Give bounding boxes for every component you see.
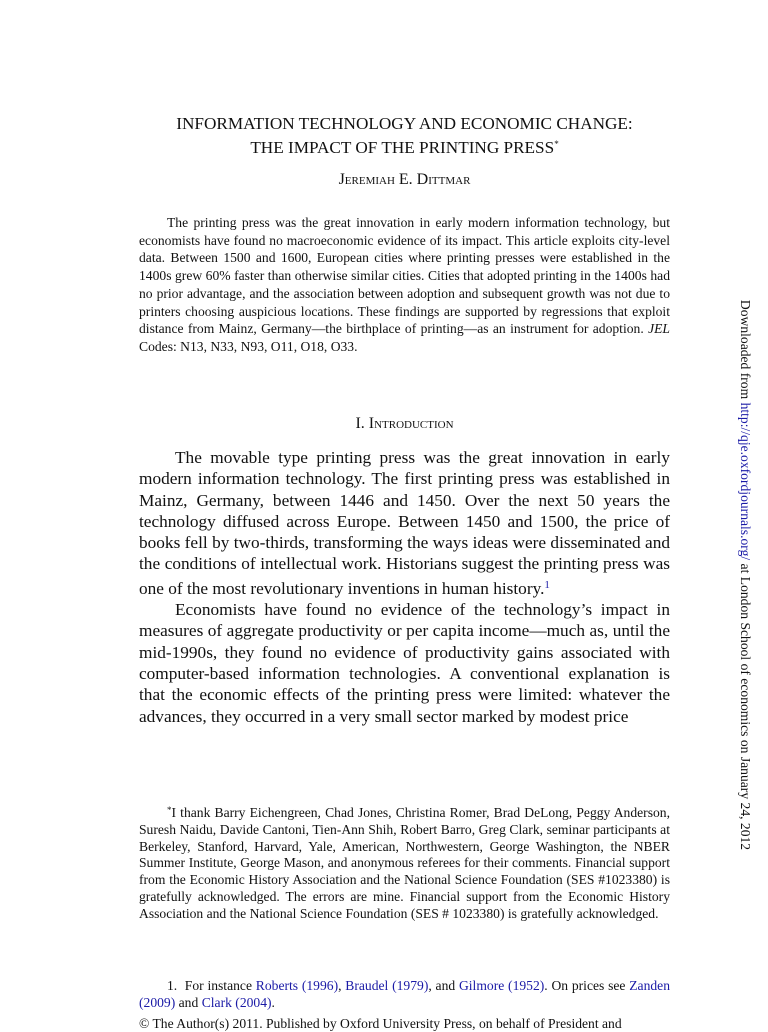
footnote-1-paragraph [139,978,670,1012]
citation-gilmore-link[interactable]: Gilmore (1952) [458,978,545,993]
paragraph-1-text: The movable type printing press was the great innovation in early modern information technology. The first printing press was established in Mainz, Germany, between 1446 and 1450. Over the next 50 years the technology diffused across Europe. Between 1450 and 1500, the price of books fell by two-thirds, transforming the ways ideas were disseminated and the conditions of intellectual work. Historians suggest the printing press was one of the most revolutionary inventions in human history. [139,448,670,598]
jel-label: JEL [648,321,670,337]
footnote-1-and: and [175,994,202,1010]
section-title: Introduction [368,415,454,432]
citation-clark-link[interactable]: Clark (2004) [201,994,272,1010]
section-heading [139,415,670,433]
copyright-line: © The Author(s) 2011. Published by Oxford University Press, on behalf of President and [139,1016,622,1031]
journal-url-link[interactable]: http://qje.oxfordjournals.org/ [738,402,753,561]
citation-zanden-link[interactable]: Zanden (2009) [139,978,671,1010]
title-line-2-text: THE IMPACT OF THE PRINTING PRESS [250,138,555,157]
watermark-prefix: Downloaded from [738,299,753,403]
footnote-ref-1[interactable]: 1 [544,578,550,591]
paragraph-2: Economists have found no evidence of the technology’s impact in measures of aggregate productivity or per capita income—much as, until the mid-1990s, they found no evidence of productivity gains associated with computer-based information technologies. A conventional explanation is that the economic effects of the printing press were limited: whatever the advances, they occurred in a very small sector marked by modest price [139,600,670,726]
title-line-2 [139,134,670,158]
abstract-text: The printing press was the great innovation in early modern information technology, but economists have found no macroeconomic evidence of its impact. This article exploits city-level data. Between 1500 and 1600, European cities where printing presses were established in the 1400s grew 60% faster than otherwise similar cities. Cities that adopted printing in the 1400s had no prior advantage, and the association between adoption and subsequent growth was not due to printers choosing auspicious locations. These findings are supported by regressions that exploit distance from Mainz, Germany—the birthplace of printing—as an instrument for adoption. [139,215,670,337]
footnote-1-sep2: , and [428,978,459,993]
footnote-star-text: I thank Barry Eichengreen, Chad Jones, Christina Romer, Brad DeLong, Peggy Anderson, Suresh Naidu, Davide Cantoni, Tien-Ann Shih, Robert Barro, Greg Clark, seminar participants at Berkeley, Stanford, Harvard, Yale, American, Northwestern, George Washington, the NBER Summer Institute, George Mason, and anonymous referees for their comments. Financial support from the Economic History Association and the National Science Foundation (SES #1023380) is gratefully acknowledged. The errors are mine. Financial support from the Economic History Association and the National Science Foundation (SES # 1023380) is gratefully acknowledged. [139,805,670,921]
abstract [139,214,670,356]
citation-braudel-link[interactable]: Braudel (1979) [345,978,429,993]
jel-codes: Codes: N13, N33, N93, O11, O18, O33. [139,338,358,354]
title-footnote-marker[interactable]: * [554,139,559,149]
download-watermark [737,300,753,850]
citation-roberts-link[interactable]: Roberts (1996) [255,978,339,993]
paper-title [139,113,670,158]
footnote-1-number: 1. [167,978,178,993]
watermark-suffix: at London School of economics on January 24, 2012 [738,560,753,851]
footnote-1-pre: For instance [184,978,256,993]
footnote-star-marker: * [167,805,172,815]
footnote-1-mid: . On prices see [544,978,630,993]
footnote-1 [139,978,670,1012]
footnote-acknowledgments [139,802,670,923]
author-name: Jeremiah E. Dittmar [338,171,471,188]
footnote-1-sep1: , [338,978,346,993]
footnote-1-end: . [271,994,275,1010]
paragraph-1 [139,447,670,599]
footnote-star-paragraph [139,802,670,923]
body-text [139,447,670,727]
section-number: I. [355,415,365,432]
title-line-1: INFORMATION TECHNOLOGY AND ECONOMIC CHANGE: [176,114,633,133]
